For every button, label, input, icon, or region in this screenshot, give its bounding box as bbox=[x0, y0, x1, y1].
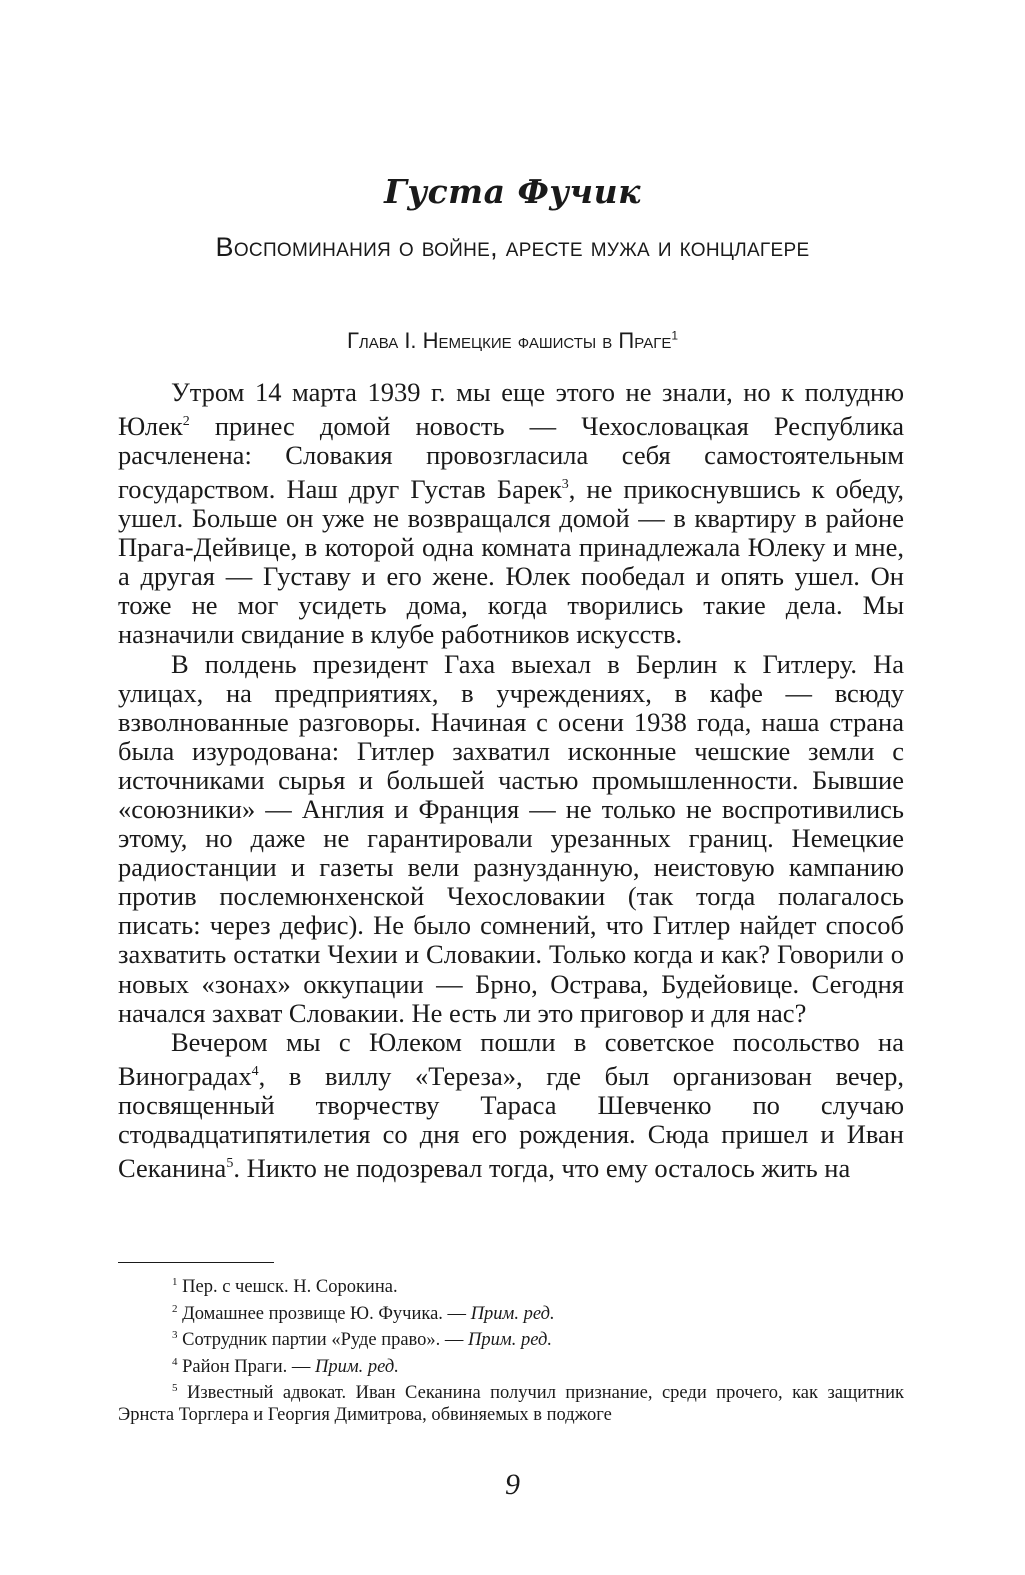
footnote-separator bbox=[118, 1262, 274, 1263]
paragraph-text: Вечером мы с Юлеком пошли в советское посольство на Виноградах bbox=[118, 1026, 904, 1091]
footnote-ref: 4 bbox=[251, 1063, 259, 1079]
footnote bbox=[118, 1272, 904, 1299]
footnote-text: Домашнее прозвище Ю. Фучика. — bbox=[177, 1303, 471, 1324]
paragraph-text: , не прикоснувшись к обеду, ушел. Больше он уже не возвращался домой — в квартиру в районе Прага-Дейвице, в которой одна комната принадлежала Юлеку и мне, а другая — Густаву и его жене. Юлек пообедал и опять ушел. Он тоже не мог усидеть дома, когда творились такие дела. Мы назначили свидание в клубе работников искусств. bbox=[118, 473, 904, 650]
footnote-number: 5 bbox=[172, 1382, 178, 1395]
paragraph bbox=[118, 378, 904, 650]
footnote-number: 4 bbox=[172, 1355, 178, 1368]
body-text bbox=[118, 378, 904, 1183]
footnote-ref: 5 bbox=[226, 1155, 234, 1171]
footnote-text: Известный адвокат. Иван Секанина получил признание, среди прочего, как защитник Эрнста Торглера и Георгия Димитрова, обвиняемых в поджоге bbox=[118, 1383, 904, 1425]
footnote-number: 2 bbox=[172, 1302, 178, 1315]
paragraph bbox=[118, 1028, 904, 1183]
editor-note: Прим. ред. bbox=[315, 1356, 399, 1377]
paragraph-text: , в виллу «Тереза», где был организован вечер, посвященный творчеству Тараса Шевченко по случаю стодвадцатипятилетия со дня его рождения. Сюда пришел и Иван Секанина bbox=[118, 1060, 904, 1183]
chapter-title bbox=[0, 328, 1025, 354]
page-number: 9 bbox=[505, 1468, 520, 1501]
footnote-ref: 3 bbox=[561, 477, 569, 493]
footnote bbox=[118, 1325, 904, 1352]
paragraph-text: . Никто не подозревал тогда, что ему осталось жить на bbox=[233, 1152, 851, 1183]
paragraph-text: В полдень президент Гаха выехал в Берлин к Гитлеру. На улицах, на предприятиях, в учреждениях, в кафе — всюду взволнованные разговоры. Начиная с осени 1938 года, наша страна была изуродована: Гитлер захватил исконные чешские земли с источниками сырья и большей частью промышленности. Бывшие «союзники» — Англия и Франция — не только не воспротивились этому, но даже не гарантировали урезанных границ. Немецкие радиостанции и газеты вели разнузданную, неистовую кампанию против послемюнхенской Чехословакии (так тогда полагалось писать: через дефис). Не было сомнений, что Гитлер найдет способ захватить остатки Чехии и Словакии. Только когда и как? Говорили о новых «зонах» оккупации — Брно, Острава, Будейовице. Сегодня начался захват Словакии. Не есть ли это приговор и для нас? bbox=[118, 648, 904, 1028]
footnote bbox=[118, 1352, 904, 1379]
footnote-text: Сотрудник партии «Руде право». — bbox=[177, 1330, 469, 1351]
editor-note: Прим. ред. bbox=[468, 1330, 552, 1351]
paragraph-text: принес домой новость — Чехословацкая Республика расчленена: Словакия провозгласила себя самостоятельным государством. Наш друг Густав Барек bbox=[118, 410, 904, 504]
author-name: Густа Фучик bbox=[384, 172, 641, 211]
footnote-text: Район Праги. — bbox=[177, 1356, 315, 1377]
chapter-title-text: Глава I. Немецкие фашисты в Праге bbox=[346, 328, 672, 353]
chapter-footnote-mark: 1 bbox=[671, 328, 679, 343]
footnotes bbox=[118, 1272, 904, 1426]
footnote-ref: 2 bbox=[182, 414, 190, 430]
editor-note: Прим. ред. bbox=[470, 1303, 555, 1324]
paragraph bbox=[118, 650, 904, 1028]
paragraph-text: Утром 14 марта 1939 г. мы еще этого не знали, но к полудню Юлек bbox=[118, 377, 904, 441]
footnote-number: 1 bbox=[172, 1276, 178, 1288]
footnote bbox=[118, 1299, 904, 1326]
memoir-title: Воспоминания о войне, аресте мужа и концлагере bbox=[215, 232, 810, 262]
footnote-text: Пер. с чешск. Н. Сорокина. bbox=[177, 1277, 398, 1298]
footnote-number: 3 bbox=[172, 1329, 178, 1342]
footnote bbox=[118, 1378, 904, 1426]
